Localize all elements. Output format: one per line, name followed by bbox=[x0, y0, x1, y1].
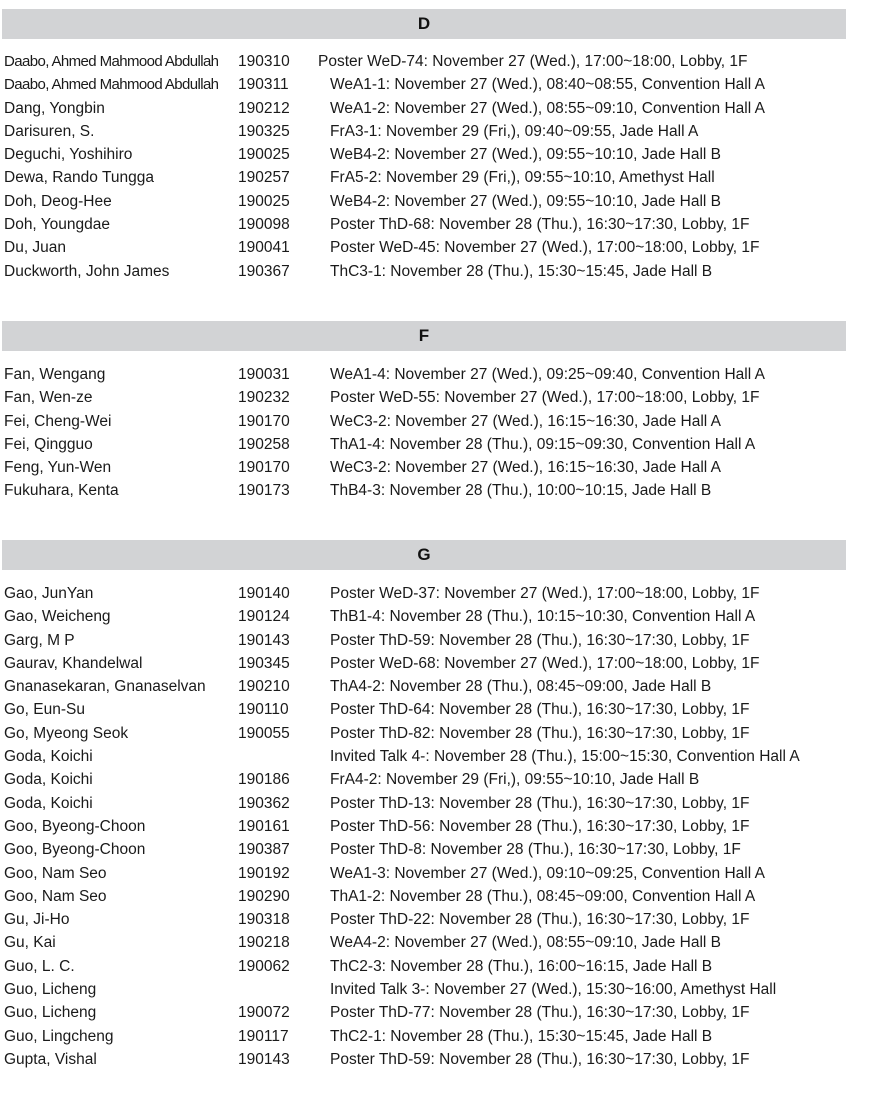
session-detail: WeB4-2: November 27 (Wed.), 09:55~10:10, Jade Hall B bbox=[330, 146, 722, 164]
author-name: Gnanasekaran, Gnanaselvan bbox=[4, 678, 206, 696]
author-name: Go, Eun-Su bbox=[4, 701, 85, 719]
paper-id: 190387 bbox=[238, 841, 290, 859]
session-detail: Poster ThD-22: November 28 (Thu.), 16:30~17:30, Lobby, 1F bbox=[330, 911, 750, 929]
paper-id: 190362 bbox=[238, 794, 290, 812]
list-item bbox=[0, 652, 880, 675]
author-name: Goda, Koichi bbox=[4, 748, 93, 766]
list-item bbox=[0, 166, 880, 189]
author-name: Duckworth, John James bbox=[4, 262, 170, 280]
author-name: Go, Myeong Seok bbox=[4, 724, 129, 742]
list-item bbox=[0, 745, 880, 768]
list-item bbox=[0, 50, 880, 73]
author-name: Deguchi, Yoshihiro bbox=[4, 146, 133, 164]
list-item bbox=[0, 792, 880, 815]
list-item bbox=[0, 675, 880, 698]
author-name: Guo, Licheng bbox=[4, 1004, 97, 1022]
author-name: Daabo, Ahmed Mahmood Abdullah bbox=[4, 76, 219, 94]
session-detail: Poster WeD-37: November 27 (Wed.), 17:00~18:00, Lobby, 1F bbox=[330, 585, 760, 602]
author-name: Gaurav, Khandelwal bbox=[4, 654, 143, 672]
paper-id: 190170 bbox=[238, 459, 290, 477]
list-item bbox=[0, 931, 880, 954]
session-detail: ThA1-2: November 28 (Thu.), 08:45~09:00, Convention Hall A bbox=[330, 887, 756, 905]
list-item bbox=[0, 885, 880, 908]
list-item bbox=[0, 97, 880, 120]
session-detail: WeC3-2: November 27 (Wed.), 16:15~16:30, Jade Hall A bbox=[330, 412, 722, 430]
paper-id: 190210 bbox=[238, 678, 290, 696]
paper-id: 190173 bbox=[238, 482, 290, 500]
author-name: Goda, Koichi bbox=[4, 771, 93, 789]
author-name: Goo, Byeong-Choon bbox=[4, 817, 146, 835]
session-detail: ThC2-1: November 28 (Thu.), 15:30~15:45, Jade Hall B bbox=[330, 1027, 713, 1045]
session-detail: Poster WeD-55: November 27 (Wed.), 17:00~18:00, Lobby, 1F bbox=[330, 389, 760, 407]
session-detail: Poster WeD-45: November 27 (Wed.), 17:00~18:00, Lobby, 1F bbox=[330, 239, 760, 257]
author-name: Goo, Byeong-Choon bbox=[4, 841, 146, 859]
session-detail: Poster ThD-68: November 28 (Thu.), 16:30~17:30, Lobby, 1F bbox=[330, 216, 750, 234]
session-detail: FrA5-2: November 29 (Fri,), 09:55~10:10, Amethyst Hall bbox=[330, 169, 715, 187]
paper-id: 190072 bbox=[238, 1004, 290, 1022]
author-name: Goo, Nam Seo bbox=[4, 864, 107, 882]
paper-id: 190140 bbox=[238, 585, 290, 602]
session-detail: Poster ThD-77: November 28 (Thu.), 16:30~17:30, Lobby, 1F bbox=[330, 1004, 750, 1022]
author-name: Fan, Wen-ze bbox=[4, 389, 93, 407]
list-item bbox=[0, 698, 880, 721]
list-item bbox=[0, 908, 880, 931]
session-detail: FrA3-1: November 29 (Fri,), 09:40~09:55, Jade Hall A bbox=[330, 122, 699, 140]
paper-id: 190025 bbox=[238, 192, 290, 210]
paper-id: 190318 bbox=[238, 911, 290, 929]
session-detail: Poster ThD-56: November 28 (Thu.), 16:30~17:30, Lobby, 1F bbox=[330, 817, 750, 835]
list-item bbox=[0, 838, 880, 861]
list-item bbox=[0, 862, 880, 885]
session-detail: Poster WeD-68: November 27 (Wed.), 17:00~18:00, Lobby, 1F bbox=[330, 654, 760, 672]
list-item bbox=[0, 363, 880, 386]
session-detail: WeA1-1: November 27 (Wed.), 08:40~08:55, Convention Hall A bbox=[330, 76, 765, 94]
author-name: Doh, Deog-Hee bbox=[4, 192, 112, 210]
list-item bbox=[0, 433, 880, 456]
list-item bbox=[0, 1048, 880, 1071]
list-item bbox=[0, 1001, 880, 1024]
session-detail: Poster ThD-59: November 28 (Thu.), 16:30~17:30, Lobby, 1F bbox=[330, 631, 750, 649]
section-header-f bbox=[2, 321, 846, 351]
author-name: Dang, Yongbin bbox=[4, 99, 105, 117]
author-name: Du, Juan bbox=[4, 239, 67, 257]
author-name: Fukuhara, Kenta bbox=[4, 482, 119, 500]
section-letter: D bbox=[417, 14, 431, 33]
paper-id: 190325 bbox=[238, 122, 290, 140]
session-detail: Invited Talk 4-: November 28 (Thu.), 15:00~15:30, Convention Hall A bbox=[330, 748, 800, 766]
author-name: Goda, Koichi bbox=[4, 794, 93, 812]
list-item bbox=[0, 978, 880, 1001]
list-item bbox=[0, 1025, 880, 1048]
session-detail: Poster ThD-13: November 28 (Thu.), 16:30~17:30, Lobby, 1F bbox=[330, 794, 750, 812]
paper-id: 190186 bbox=[238, 771, 290, 789]
author-name: Gu, Ji-Ho bbox=[4, 911, 70, 929]
session-detail: ThA4-2: November 28 (Thu.), 08:45~09:00, Jade Hall B bbox=[330, 678, 712, 696]
session-detail: Poster ThD-82: November 28 (Thu.), 16:30~17:30, Lobby, 1F bbox=[330, 724, 750, 742]
paper-id: 190124 bbox=[238, 608, 290, 626]
paper-id: 190367 bbox=[238, 262, 290, 280]
paper-id: 190143 bbox=[238, 631, 290, 649]
session-detail: WeA4-2: November 27 (Wed.), 08:55~09:10, Jade Hall B bbox=[330, 934, 722, 952]
list-item bbox=[0, 605, 880, 628]
paper-id: 190031 bbox=[238, 366, 290, 383]
list-item bbox=[0, 260, 880, 283]
author-name: Doh, Youngdae bbox=[4, 216, 111, 234]
list-item bbox=[0, 722, 880, 745]
paper-id: 190345 bbox=[238, 654, 290, 672]
list-item bbox=[0, 386, 880, 409]
section-letter: F bbox=[418, 326, 430, 345]
author-name: Fan, Wengang bbox=[4, 366, 106, 383]
author-name: Feng, Yun-Wen bbox=[4, 459, 112, 477]
section-g-rows bbox=[0, 582, 880, 1071]
list-item bbox=[0, 629, 880, 652]
section-letter: G bbox=[417, 545, 431, 564]
author-name: Guo, Lingcheng bbox=[4, 1027, 114, 1045]
paper-id: 190170 bbox=[238, 412, 290, 430]
session-detail: ThC3-1: November 28 (Thu.), 15:30~15:45, Jade Hall B bbox=[330, 262, 713, 280]
author-name: Gu, Kai bbox=[4, 934, 56, 952]
paper-id: 190192 bbox=[238, 864, 290, 882]
list-item bbox=[0, 120, 880, 143]
list-item bbox=[0, 410, 880, 433]
session-detail: Poster ThD-8: November 28 (Thu.), 16:30~17:30, Lobby, 1F bbox=[330, 841, 741, 859]
session-detail: WeB4-2: November 27 (Wed.), 09:55~10:10, Jade Hall B bbox=[330, 192, 722, 210]
paper-id: 190062 bbox=[238, 957, 290, 975]
paper-id: 190310 bbox=[238, 53, 290, 70]
paper-id: 190025 bbox=[238, 146, 290, 164]
list-item bbox=[0, 582, 880, 605]
author-name: Guo, L. C. bbox=[4, 957, 75, 975]
session-detail: ThB1-4: November 28 (Thu.), 10:15~10:30, Convention Hall A bbox=[330, 608, 756, 626]
session-detail: ThB4-3: November 28 (Thu.), 10:00~10:15, Jade Hall B bbox=[330, 482, 712, 500]
session-detail: Poster WeD-74: November 27 (Wed.), 17:00~18:00, Lobby, 1F bbox=[318, 53, 748, 70]
author-name: Goo, Nam Seo bbox=[4, 887, 107, 905]
section-f-rows bbox=[0, 363, 880, 503]
author-name: Guo, Licheng bbox=[4, 981, 97, 999]
author-name: Darisuren, S. bbox=[4, 122, 95, 140]
paper-id: 190117 bbox=[238, 1027, 289, 1045]
section-d-rows bbox=[0, 50, 880, 283]
list-item bbox=[0, 815, 880, 838]
paper-id: 190311 bbox=[238, 76, 289, 94]
paper-id: 190290 bbox=[238, 887, 290, 905]
author-name: Gao, JunYan bbox=[4, 585, 94, 602]
author-name: Fei, Qingguo bbox=[4, 435, 93, 453]
paper-id: 190212 bbox=[238, 99, 290, 117]
author-name: Garg, M P bbox=[4, 631, 75, 649]
list-item bbox=[0, 456, 880, 479]
session-detail: ThC2-3: November 28 (Thu.), 16:00~16:15, Jade Hall B bbox=[330, 957, 713, 975]
author-name: Gupta, Vishal bbox=[4, 1050, 97, 1068]
list-item bbox=[0, 955, 880, 978]
list-item bbox=[0, 73, 880, 96]
paper-id: 190110 bbox=[238, 701, 289, 719]
section-header-d bbox=[2, 9, 846, 39]
list-item bbox=[0, 190, 880, 213]
list-item bbox=[0, 479, 880, 502]
paper-id: 190098 bbox=[238, 216, 290, 234]
paper-id: 190143 bbox=[238, 1050, 290, 1068]
session-detail: WeA1-4: November 27 (Wed.), 09:25~09:40, Convention Hall A bbox=[330, 366, 765, 383]
section-header-g bbox=[2, 540, 846, 570]
paper-id: 190218 bbox=[238, 934, 290, 952]
paper-id: 190232 bbox=[238, 389, 290, 407]
list-item bbox=[0, 236, 880, 259]
paper-id: 190055 bbox=[238, 724, 290, 742]
session-detail: WeA1-2: November 27 (Wed.), 08:55~09:10, Convention Hall A bbox=[330, 99, 765, 117]
session-detail: FrA4-2: November 29 (Fri,), 09:55~10:10, Jade Hall B bbox=[330, 771, 700, 789]
author-name: Gao, Weicheng bbox=[4, 608, 111, 626]
author-name: Dewa, Rando Tungga bbox=[4, 169, 154, 187]
author-name: Daabo, Ahmed Mahmood Abdullah bbox=[4, 53, 219, 70]
paper-id: 190161 bbox=[238, 817, 290, 835]
session-detail: Poster ThD-64: November 28 (Thu.), 16:30~17:30, Lobby, 1F bbox=[330, 701, 750, 719]
session-detail: Poster ThD-59: November 28 (Thu.), 16:30~17:30, Lobby, 1F bbox=[330, 1050, 750, 1068]
session-detail: Invited Talk 3-: November 27 (Wed.), 15:30~16:00, Amethyst Hall bbox=[330, 981, 777, 999]
list-item bbox=[0, 213, 880, 236]
paper-id: 190257 bbox=[238, 169, 290, 187]
list-item bbox=[0, 143, 880, 166]
session-detail: WeA1-3: November 27 (Wed.), 09:10~09:25, Convention Hall A bbox=[330, 864, 765, 882]
session-detail: WeC3-2: November 27 (Wed.), 16:15~16:30, Jade Hall A bbox=[330, 459, 722, 477]
author-name: Fei, Cheng-Wei bbox=[4, 412, 112, 430]
paper-id: 190258 bbox=[238, 435, 290, 453]
list-item bbox=[0, 768, 880, 791]
paper-id: 190041 bbox=[238, 239, 290, 257]
session-detail: ThA1-4: November 28 (Thu.), 09:15~09:30, Convention Hall A bbox=[330, 435, 756, 453]
